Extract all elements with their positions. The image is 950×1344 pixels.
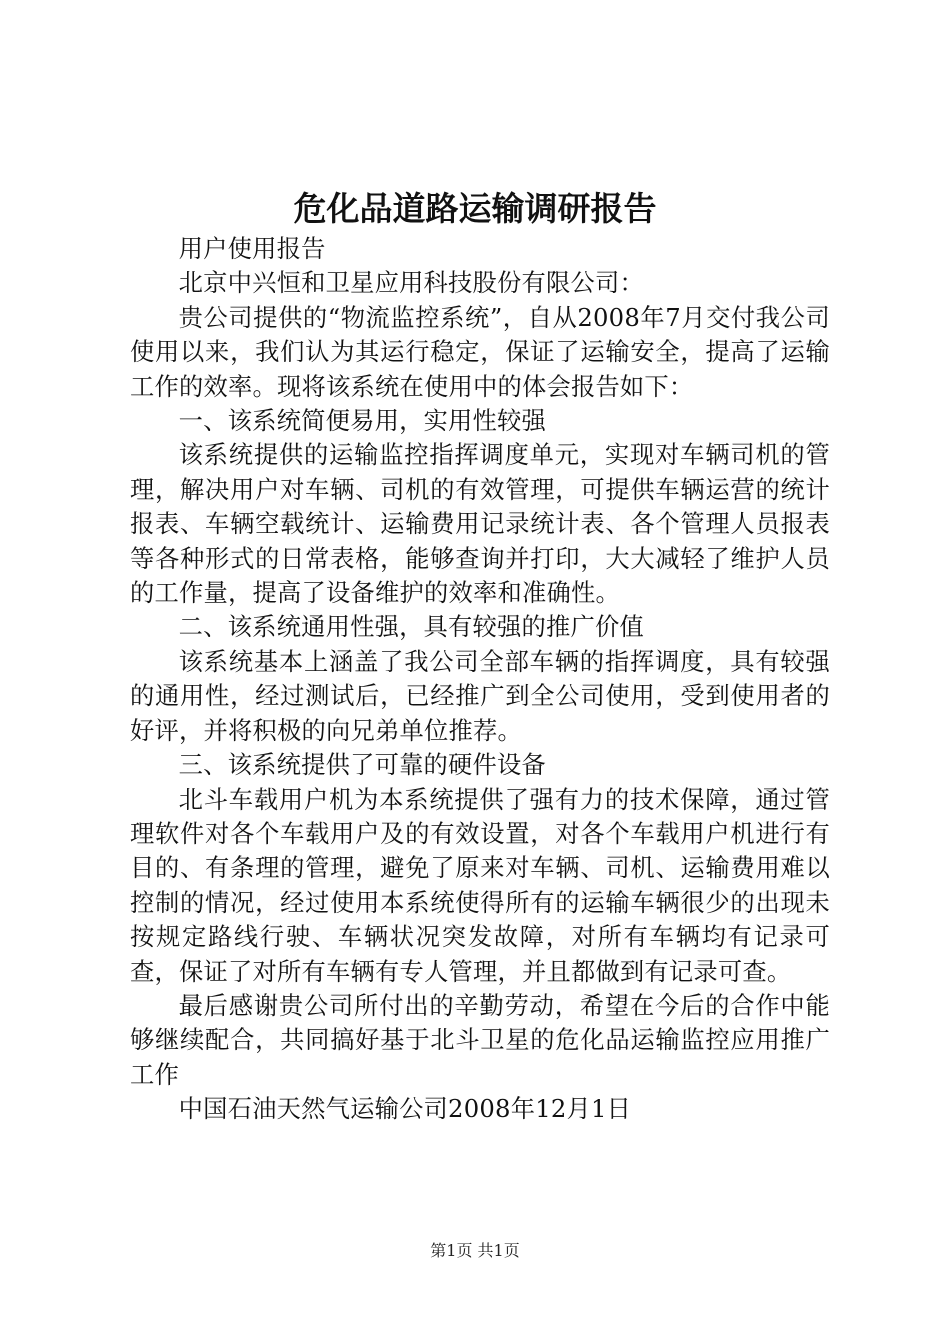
section-heading-1: 一、该系统简便易用，实用性较强: [178, 406, 547, 436]
section-heading-3: 三、该系统提供了可靠的硬件设备: [178, 750, 547, 780]
paragraph-closing: 最后感谢贵公司所付出的辛勤劳动，希望在今后的合作中能够继续配合，共同搞好基于北斗卫星的危化品运输监控应用推广工作: [130, 990, 830, 1089]
document-title: 危化品道路运输调研报告: [293, 189, 657, 228]
paragraph-addressee: 北京中兴恒和卫星应用科技股份有限公司：: [178, 268, 645, 298]
document-body: [130, 232, 830, 1127]
paragraph-intro: 贵公司提供的“物流监控系统”，自从2008年7月交付我公司使用以来，我们认为其运行稳定，保证了运输安全，提高了运输工作的效率。现将该系统在使用中的体会报告如下：: [130, 302, 830, 401]
paragraph-heading-user-report: 用户使用报告: [178, 234, 326, 263]
section-heading-2: 二、该系统通用性强，具有较强的推广价值: [178, 612, 645, 642]
page-footer: 第1页 共1页: [430, 1241, 520, 1260]
paragraph-section-3: 北斗车载用户机为本系统提供了强有力的技术保障，通过管理软件对各个车载用户及的有效设置，对各个车载用户机进行有目的、有条理的管理，避免了原来对车辆、司机、运输费用难以控制的情况，经过使用本系统使得所有的运输车辆很少的出现未按规定路线行驶、车辆状况突发故障，对所有车辆均有记录可查，保证了对所有车辆有专人管理，并且都做到有记录可查。: [130, 784, 830, 986]
paragraph-signature: 中国石油天然气运输公司2008年12月1日: [178, 1094, 632, 1124]
paragraph-section-2: 该系统基本上涵盖了我公司全部车辆的指挥调度，具有较强的通用性，经过测试后，已经推广到全公司使用，受到使用者的好评，并将积极的向兄弟单位推荐。: [130, 646, 830, 745]
paragraph-section-1: 该系统提供的运输监控指挥调度单元，实现对车辆司机的管理，解决用户对车辆、司机的有效管理，可提供车辆运营的统计报表、车辆空载统计、运输费用记录统计表、各个管理人员报表等各种形式的日常表格，能够查询并打印，大大减轻了维护人员的工作量，提高了设备维护的效率和准确性。: [130, 440, 830, 608]
